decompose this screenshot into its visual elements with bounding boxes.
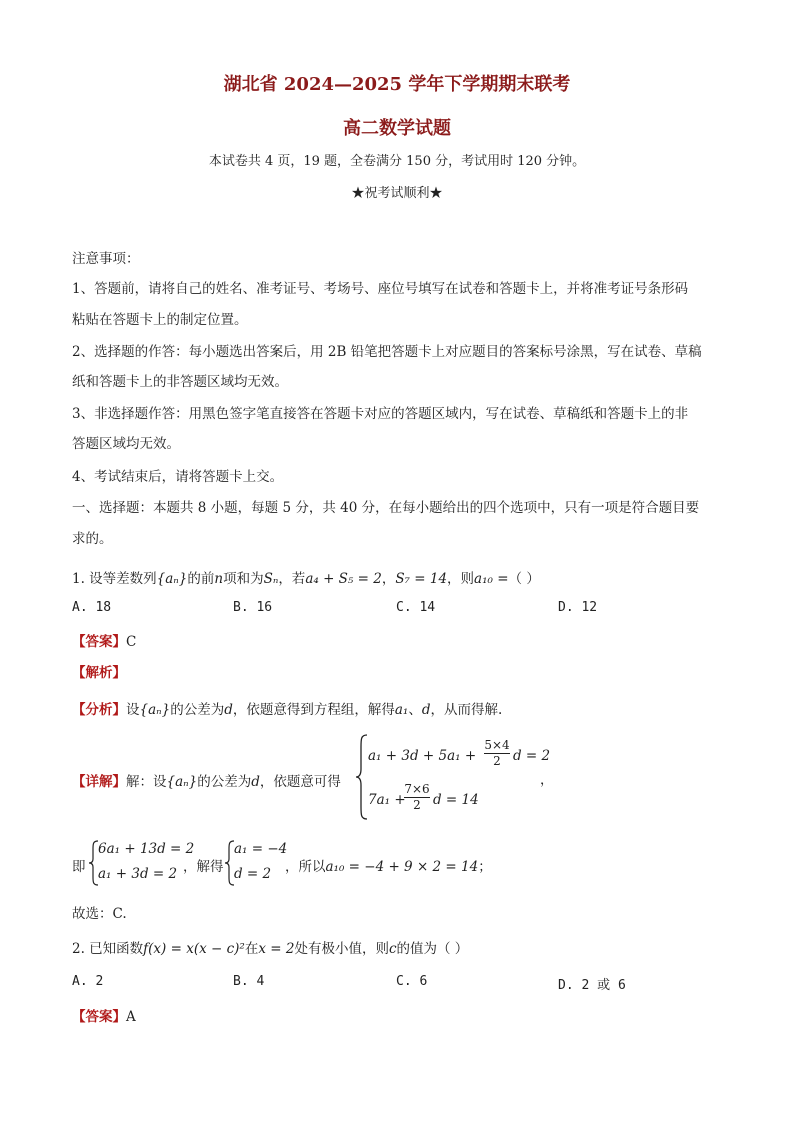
system-eq1: a₁ + 3d + 5a₁ + bbox=[368, 748, 477, 764]
frac1: 5×4 2 bbox=[484, 738, 510, 768]
frac2: 7×6 2 bbox=[404, 782, 430, 812]
system-comma: ， bbox=[540, 772, 554, 788]
note-line: 答题区域均无效。 bbox=[72, 436, 180, 452]
note-line: 粘贴在答题卡上的制定位置。 bbox=[72, 312, 248, 328]
q1-jiede: ，解得 bbox=[183, 859, 224, 875]
note-line: 纸和答题卡上的非答题区域均无效。 bbox=[72, 374, 288, 390]
q1-analysis-label: 【解析】 bbox=[72, 665, 126, 681]
q2-option-b: B. 4 bbox=[233, 974, 265, 989]
q1-option-c: C. 14 bbox=[396, 600, 436, 615]
q2-answer: 【答案】A bbox=[72, 1009, 136, 1025]
sys2-eq1: 6a₁ + 13d = 2 bbox=[98, 841, 195, 857]
q1-ji: 即 bbox=[72, 859, 86, 875]
system-eq1-tail: d = 2 bbox=[513, 748, 551, 764]
exam-info: 本试卷共 4 页，19 题，全卷满分 150 分，考试用时 120 分钟。 bbox=[208, 154, 586, 169]
q1-result-line: ，所以a₁₀ = −4 + 9 × 2 = 14； bbox=[285, 859, 492, 875]
system-eq2-tail: d = 14 bbox=[433, 792, 479, 808]
section-heading: 一、选择题：本题共 8 小题，每题 5 分，共 40 分，在每小题给出的四个选项中，只有一项是符合题目要 bbox=[72, 500, 700, 516]
sys2-eq2: a₁ + 3d = 2 bbox=[98, 866, 178, 882]
q2-stem: 2. 已知函数f(x) = x(x − c)²在x = 2处有极小值，则c的值为（ ） bbox=[72, 941, 469, 957]
q1-answer: 【答案】C bbox=[72, 634, 137, 650]
exam-title: 湖北省 2024—2025 学年下学期期末联考 bbox=[223, 74, 571, 95]
note-line: 2、选择题的作答：每小题选出答案后，用 2B 铅笔把答题卡上对应题目的答案标号涂黑，写在试卷、草稿 bbox=[72, 344, 702, 360]
q1-option-a: A. 18 bbox=[72, 600, 112, 615]
q2-option-d: D. 2 或 6 bbox=[558, 978, 626, 993]
q2-option-c: C. 6 bbox=[396, 974, 428, 989]
exam-subtitle: 高二数学试题 bbox=[343, 118, 451, 139]
note-line: 3、非选择题作答：用黑色签字笔直接答在答题卡对应的答题区域内，写在试卷、草稿纸和答题卡上的非 bbox=[72, 406, 689, 422]
q1-detail: 【详解】解：设{aₙ}的公差为d，依题意可得 bbox=[72, 774, 341, 790]
note-line: 4、考试结束后，请将答题卡上交。 bbox=[72, 469, 284, 485]
section-heading-cont: 求的。 bbox=[72, 531, 113, 547]
sys3-eq1: a₁ = −4 bbox=[234, 841, 288, 857]
system-brace bbox=[355, 733, 369, 821]
q1-option-b: B. 16 bbox=[233, 600, 273, 615]
q2-option-a: A. 2 bbox=[72, 974, 104, 989]
q1-choose: 故选：C. bbox=[72, 906, 127, 922]
q1-option-d: D. 12 bbox=[558, 600, 598, 615]
exam-wish: ★祝考试顺利★ bbox=[351, 186, 443, 201]
q1-fenxi: 【分析】设{aₙ}的公差为d，依题意得到方程组，解得a₁、d，从而得解. bbox=[72, 702, 503, 718]
system-eq2: 7a₁ + bbox=[368, 792, 406, 808]
notes-heading: 注意事项： bbox=[72, 251, 140, 267]
q1-stem: 1. 设等差数列{aₙ}的前n项和为Sₙ，若a₄ + S₅ = 2，S₇ = 14，则a₁₀ =（ ） bbox=[72, 571, 540, 587]
sys3-eq2: d = 2 bbox=[234, 866, 272, 882]
note-line: 1、答题前，请将自己的姓名、准考证号、考场号、座位号填写在试卷和答题卡上，并将准考证号条形码 bbox=[72, 281, 689, 297]
